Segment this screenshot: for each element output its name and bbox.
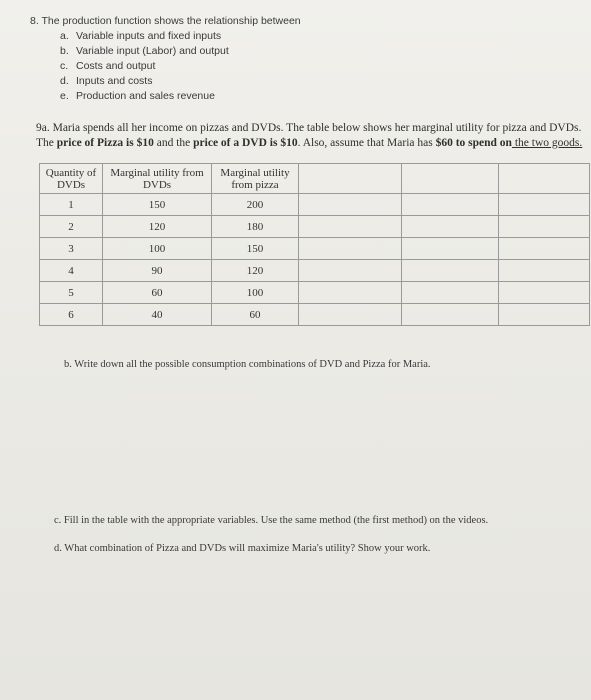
cell-blank[interactable] [499,260,590,282]
cell-blank[interactable] [402,238,499,260]
cell-blank[interactable] [299,194,402,216]
question-9d: d. What combination of Pizza and DVDs will maximize Maria's utility? Show your work. [54,543,431,554]
header-mu-pizza: Marginal utility from pizza [212,164,299,194]
cell-mu-dvd: 150 [103,194,212,216]
cell-mu-dvd: 120 [103,216,212,238]
cell-blank[interactable] [299,238,402,260]
cell-mu-pizza: 200 [212,194,299,216]
question-9b: b. Write down all the possible consumption combinations of DVD and Pizza for Maria. [64,359,431,370]
header-quantity-dvds: Quantity of DVDs [40,164,103,194]
cell-blank[interactable] [499,304,590,326]
cell-quantity: 2 [40,216,103,238]
cell-mu-dvd: 40 [103,304,212,326]
header-blank-2[interactable] [402,164,499,194]
cell-blank[interactable] [499,238,590,260]
option-e: e. Production and sales revenue [60,90,215,102]
cell-blank[interactable] [402,194,499,216]
question-8-stem: 8. The production function shows the relationship between [30,15,301,27]
cell-blank[interactable] [299,260,402,282]
question-8 [30,14,301,104]
cell-blank[interactable] [299,216,402,238]
table-row [40,216,590,238]
option-d: d. Inputs and costs [60,75,153,87]
cell-mu-dvd: 90 [103,260,212,282]
table-row [40,238,590,260]
cell-mu-dvd: 60 [103,282,212,304]
cell-blank[interactable] [402,304,499,326]
table-row [40,260,590,282]
cell-quantity: 6 [40,304,103,326]
cell-mu-pizza: 150 [212,238,299,260]
cell-quantity: 1 [40,194,103,216]
option-a: a. Variable inputs and fixed inputs [60,30,222,42]
header-blank-3[interactable] [499,164,590,194]
header-mu-dvds: Marginal utility from DVDs [103,164,212,194]
pizza-price: price of Pizza is $10 [56,136,154,149]
cell-mu-pizza: 180 [212,216,299,238]
cell-blank[interactable] [402,216,499,238]
cell-blank[interactable] [402,282,499,304]
cell-blank[interactable] [499,282,590,304]
cell-quantity: 5 [40,282,103,304]
cell-quantity: 3 [40,238,103,260]
budget-amount: $60 to spend on [435,136,512,149]
marginal-utility-table [39,163,590,326]
table-row [40,194,590,216]
cell-mu-dvd: 100 [103,238,212,260]
cell-quantity: 4 [40,260,103,282]
table-row [40,282,590,304]
question-8-options [30,29,301,104]
question-9c: c. Fill in the table with the appropriate variables. Use the same method (the first method) on the videos. [54,515,489,526]
table-header-row [40,164,590,194]
cell-blank[interactable] [499,194,590,216]
dvd-price: price of a DVD is $10 [193,136,298,149]
cell-blank[interactable] [402,260,499,282]
cell-blank[interactable] [299,282,402,304]
cell-blank[interactable] [499,216,590,238]
table-row [40,304,590,326]
header-blank-1[interactable] [299,164,402,194]
cell-mu-pizza: 100 [212,282,299,304]
option-c: c. Costs and output [60,60,156,72]
question-9a-paragraph: 9a. Maria spends all her income on pizzas and DVDs. The table below shows her marginal utility for pizza and DVDs. The price of Pizza is $10 and the price of a DVD is $10. Also, assume that Maria has $60 to spend on the two goods. [36,122,583,149]
option-b: b. Variable input (Labor) and output [60,45,229,57]
cell-mu-pizza: 120 [212,260,299,282]
cell-mu-pizza: 60 [212,304,299,326]
cell-blank[interactable] [299,304,402,326]
